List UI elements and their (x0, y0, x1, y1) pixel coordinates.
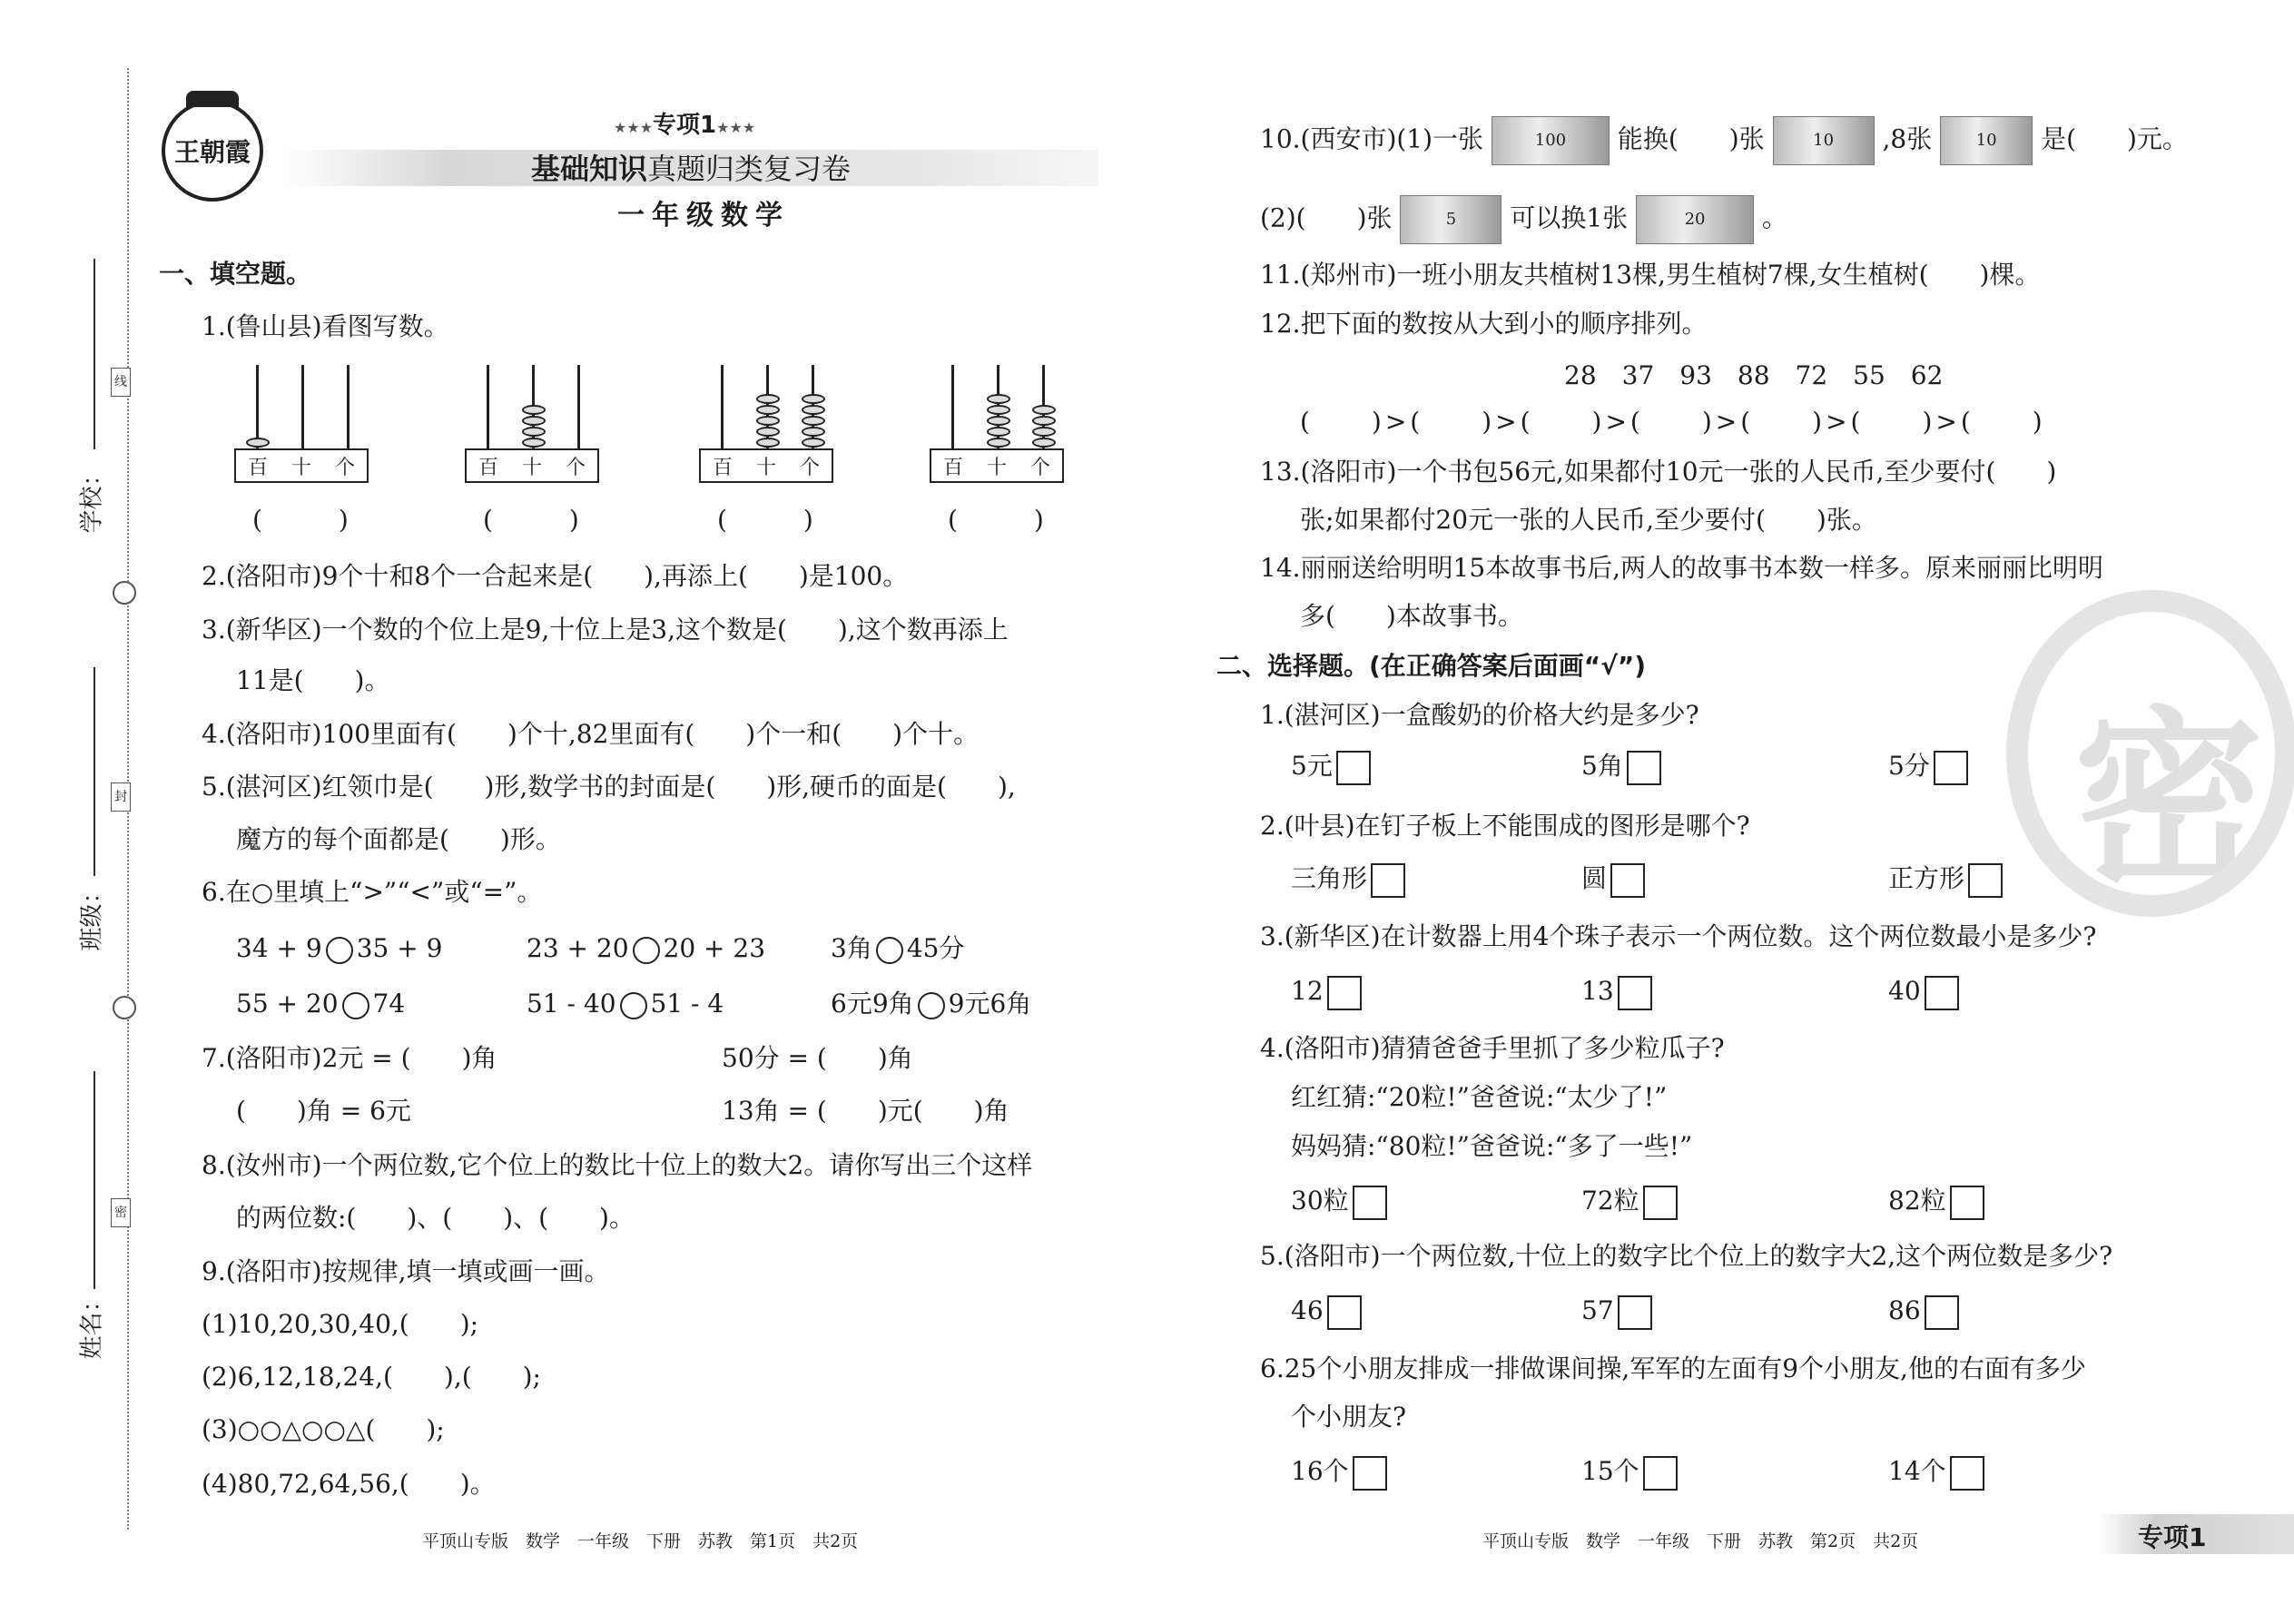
compare-circle[interactable] (633, 937, 660, 964)
option-label: 5角 (1581, 751, 1623, 781)
q12-numbers: 28 37 93 88 72 55 62 (1564, 360, 1944, 390)
answer-checkbox[interactable] (1610, 863, 1645, 898)
c3-option (1581, 975, 1652, 1010)
abacus-place-label: 十 (986, 456, 1007, 479)
abacus-place-label: 个 (1029, 456, 1050, 479)
answer-checkbox[interactable] (1327, 976, 1362, 1010)
c1-option (1291, 750, 1371, 785)
q6-compare-item (236, 988, 405, 1020)
compare-circle[interactable] (326, 937, 353, 964)
seal-feng: 封 (111, 782, 131, 812)
q6-right-expr: 20 + 23 (663, 933, 766, 963)
q6-right-expr: 45分 (906, 933, 965, 963)
option-label: 30粒 (1291, 1186, 1349, 1216)
abacus-rod (487, 365, 489, 448)
compare-circle[interactable] (342, 992, 369, 1019)
section-1-heading: 一、填空题。 (159, 259, 312, 289)
banknote-10-icon: 10 (1940, 116, 2033, 165)
abacus-bead (987, 427, 1010, 437)
q6-left-expr: 3角 (831, 933, 872, 963)
c3-option (1291, 975, 1362, 1010)
q6-left-expr: 23 + 20 (527, 933, 629, 963)
q6-right-expr: 74 (372, 989, 406, 1019)
c2-option (1291, 862, 1405, 898)
option-label: 82粒 (1888, 1186, 1946, 1216)
c5-option (1888, 1294, 1959, 1330)
abacus-rod (301, 365, 304, 448)
c3-question: 3.(新华区)在计数器上用4个珠子表示一个两位数。这个两位数最小是多少? (1260, 921, 2097, 951)
abacus-bead (756, 405, 780, 415)
answer-checkbox[interactable] (1934, 751, 1968, 785)
abacus-rod (256, 365, 259, 448)
q7-b: 50分 = ( )角 (722, 1043, 913, 1073)
banknote-100-icon: 100 (1492, 116, 1610, 165)
footer-right: 平顶山专版 数学 一年级 下册 苏教 第2页 共2页 (1482, 1531, 1919, 1551)
q9-part2: (2)6,12,18,24,( ),( ); (202, 1362, 541, 1392)
c6-option (1291, 1455, 1387, 1491)
q8-text: 8.(汝州市)一个两位数,它个位上的数比十位上的数大2。请你写出三个这样 (202, 1150, 1033, 1180)
abacus-place-label: 十 (521, 456, 542, 479)
q6-compare-item (831, 988, 1031, 1020)
abacus-place-label: 百 (478, 456, 498, 479)
q2-text: 2.(洛阳市)9个十和8个一合起来是( ),再添上( )是100。 (202, 561, 909, 591)
c4-option (1581, 1185, 1678, 1220)
answer-checkbox[interactable] (1950, 1456, 1984, 1491)
q6-compare-item (527, 988, 724, 1020)
q1-answer-blank: ( ) (948, 505, 1044, 535)
q13-text-cont: 张;如果都付20元一张的人民币,至少要付( )张。 (1300, 505, 1877, 535)
abacus-base (234, 448, 369, 483)
abacus-bead (756, 394, 780, 404)
abacus-place-label: 十 (290, 456, 311, 479)
banknote-10-icon: 10 (1773, 116, 1875, 165)
c5-option (1581, 1294, 1652, 1330)
abacus-place-label: 百 (942, 456, 963, 479)
q7-d: 13角 = ( )元( )角 (722, 1096, 1009, 1126)
answer-checkbox[interactable] (1327, 1295, 1362, 1330)
q7-a: 7.(洛阳市)2元 = ( )角 (202, 1043, 497, 1073)
abacus (234, 365, 370, 492)
answer-checkbox[interactable] (1353, 1456, 1387, 1491)
c4-line1: 红红猜:“20粒!”爸爸说:“太少了!” (1291, 1082, 1668, 1112)
abacus-bead (1032, 438, 1056, 448)
answer-checkbox[interactable] (1925, 976, 1959, 1010)
page-title: 基础知识真题归类复习卷 (531, 152, 852, 186)
q6-compare-item (236, 932, 442, 965)
seal-mi: 密 (111, 1198, 131, 1227)
c5-question: 5.(洛阳市)一个两位数,十位上的数字比个位上的数字大2,这个两位数是多少? (1260, 1241, 2113, 1271)
q12-blanks: ( )>( )>( )>( )>( )>( )>( ) (1300, 407, 2046, 437)
c6-option (1888, 1455, 1984, 1491)
abacus-bead (802, 416, 825, 426)
abacus-bead (802, 438, 825, 448)
school-line (94, 259, 95, 449)
abacus-base (465, 448, 599, 483)
abacus-place-label: 百 (712, 456, 733, 479)
answer-checkbox[interactable] (1353, 1186, 1387, 1220)
abacus-bead (1032, 405, 1056, 415)
abacus-bead (987, 405, 1010, 415)
q6-compare-item (527, 932, 765, 965)
q6-right-expr: 51 - 4 (650, 989, 724, 1019)
abacus-bead (522, 405, 546, 415)
abacus-bead (802, 394, 825, 404)
abacus (930, 365, 1066, 492)
abacus-bead (756, 416, 780, 426)
abacus-bead (756, 427, 780, 437)
abacus-bead (246, 438, 270, 448)
option-label: 14个 (1888, 1456, 1946, 1486)
abacus-rod (347, 365, 350, 448)
answer-checkbox[interactable] (1618, 976, 1652, 1010)
q6-left-expr: 6元9角 (831, 989, 914, 1019)
class-line (94, 667, 95, 876)
option-label: 72粒 (1581, 1186, 1639, 1216)
option-label: 40 (1888, 976, 1921, 1006)
abacus-bead (987, 416, 1010, 426)
option-label: 三角形 (1291, 863, 1368, 893)
section-2-heading: 二、选择题。(在正确答案后面画“√”) (1216, 651, 1647, 681)
answer-checkbox[interactable] (1643, 1186, 1678, 1220)
answer-checkbox[interactable] (1950, 1186, 1984, 1220)
answer-checkbox[interactable] (1968, 863, 2003, 898)
q3-text-cont: 11是( )。 (236, 665, 390, 695)
q1-answer-blank: ( ) (483, 505, 579, 535)
binding-knot-icon (113, 581, 136, 605)
watermark-seal: 密 (2006, 590, 2294, 917)
c6-question: 6.25个小朋友排成一排做课间操,军军的左面有9个小朋友,他的右面有多少 (1260, 1353, 2086, 1383)
banknote-5-icon: 5 (1400, 195, 1501, 244)
option-label: 5元 (1291, 751, 1333, 781)
q6-right-expr: 9元6角 (948, 989, 1032, 1019)
option-label: 16个 (1291, 1456, 1349, 1486)
compare-circle[interactable] (876, 937, 903, 964)
q9-part4: (4)80,72,64,56,( )。 (202, 1469, 496, 1499)
option-label: 13 (1581, 976, 1614, 1006)
abacus-bead (756, 438, 780, 448)
footer-left: 平顶山专版 数学 一年级 下册 苏教 第1页 共2页 (422, 1531, 859, 1551)
q8-text-cont: 的两位数:( )、( )、( )。 (236, 1203, 635, 1233)
page-subtitle: 一年级数学 (617, 200, 790, 231)
abacus-rod (721, 365, 724, 448)
c3-option (1888, 975, 1959, 1010)
q10-line2: (2)( )张 5 可以换1张 20 。 (1260, 195, 1787, 244)
option-label: 15个 (1581, 1456, 1639, 1486)
option-label: 正方形 (1888, 863, 1965, 893)
abacus-bead (802, 427, 825, 437)
abacus-bead (1032, 416, 1056, 426)
abacus-place-label: 个 (799, 456, 820, 479)
abacus-base (930, 448, 1064, 483)
abacus-place-label: 个 (565, 456, 586, 479)
c4-line2: 妈妈猜:“80粒!”爸爸说:“多了一些!” (1291, 1131, 1693, 1161)
q6-left-expr: 51 - 40 (527, 989, 616, 1019)
c2-option (1888, 862, 2003, 898)
abacus-bead (1032, 427, 1056, 437)
name-line (94, 1071, 95, 1289)
abacus-bead (522, 427, 546, 437)
c2-option (1581, 862, 1645, 898)
q14-text-cont: 多( )本故事书。 (1300, 601, 1523, 631)
answer-checkbox[interactable] (1627, 751, 1661, 785)
c6-question-cont: 个小朋友? (1291, 1402, 1407, 1432)
seal-xian: 线 (111, 368, 131, 397)
q13-text: 13.(洛阳市)一个书包56元,如果都付10元一张的人民币,至少要付( ) (1260, 457, 2057, 487)
abacus-place-label: 百 (247, 456, 268, 479)
logo-text: 王朝霞 (173, 137, 251, 167)
answer-checkbox[interactable] (1618, 1295, 1652, 1330)
q3-text: 3.(新华区)一个数的个位上是9,十位上是3,这个数是( ),这个数再添上 (202, 615, 1009, 645)
abacus (465, 365, 601, 492)
q4-text: 4.(洛阳市)100里面有( )个十,82里面有( )个一和( )个十。 (202, 719, 980, 749)
abacus-bead (802, 405, 825, 415)
option-label: 46 (1291, 1295, 1324, 1325)
abacus-bead (987, 394, 1010, 404)
c4-option (1888, 1185, 1984, 1220)
option-label: 86 (1888, 1295, 1921, 1325)
q11-text: 11.(郑州市)一班小朋友共植树13棵,男生植树7棵,女生植树( )棵。 (1260, 260, 2041, 290)
compare-circle[interactable] (620, 992, 647, 1019)
q6-left-expr: 34 + 9 (236, 933, 322, 963)
q9-part3: (3)○○△○○△( ); (202, 1414, 445, 1444)
abacus-bead (522, 438, 546, 448)
answer-checkbox[interactable] (1336, 751, 1371, 785)
c6-option (1581, 1455, 1678, 1491)
logo-emblem (162, 100, 263, 202)
c2-question: 2.(叶县)在钉子板上不能围成的图形是哪个? (1260, 811, 1750, 841)
banknote-20-icon: 20 (1636, 195, 1754, 244)
q6-compare-item (831, 932, 964, 965)
name-label: 姓名： (78, 1288, 106, 1360)
answer-checkbox[interactable] (1643, 1456, 1678, 1491)
answer-checkbox[interactable] (1925, 1295, 1959, 1330)
abacus-rod (951, 365, 954, 448)
q14-text: 14.丽丽送给明明15本故事书后,两人的故事书本数一样多。原来丽丽比明明 (1260, 553, 2104, 583)
footer-topic-tab: 专项1 (2097, 1514, 2294, 1554)
q12-text: 12.把下面的数按从大到小的顺序排列。 (1260, 309, 1708, 339)
q6-right-expr: 35 + 9 (356, 933, 443, 963)
c1-option (1888, 750, 1968, 785)
answer-checkbox[interactable] (1371, 863, 1405, 898)
option-label: 圆 (1581, 863, 1608, 893)
q7-c: ( )角 = 6元 (236, 1096, 411, 1126)
q1-answer-blank: ( ) (717, 505, 813, 535)
abacus-place-label: 个 (334, 456, 355, 479)
abacus (699, 365, 835, 492)
option-label: 57 (1581, 1295, 1614, 1325)
crown-icon (186, 91, 239, 107)
class-label: 班级： (78, 880, 106, 951)
q6-left-expr: 55 + 20 (236, 989, 339, 1019)
q1-text: 1.(鲁山县)看图写数。 (202, 311, 449, 341)
q5-text: 5.(湛河区)红领巾是( )形,数学书的封面是( )形,硬币的面是( ), (202, 772, 1016, 802)
q10-line1: 10.(西安市)(1)一张 100 能换( )张 10 ,8张 10 是( )元。 (1260, 116, 2188, 165)
abacus-place-label: 十 (755, 456, 776, 479)
q9-text: 9.(洛阳市)按规律,填一填或画一画。 (202, 1256, 610, 1286)
option-label: 12 (1291, 976, 1324, 1006)
abacus-base (699, 448, 833, 483)
c4-question: 4.(洛阳市)猜猜爸爸手里抓了多少粒瓜子? (1260, 1033, 1725, 1063)
q5-text-cont: 魔方的每个面都是( )形。 (236, 824, 561, 854)
binding-knot-icon (113, 996, 136, 1019)
c1-question: 1.(湛河区)一盒酸奶的价格大约是多少? (1260, 700, 1699, 730)
abacus-bead (987, 438, 1010, 448)
topic-label: ★★★专项1★★★ (614, 112, 756, 139)
school-label: 学校： (78, 462, 106, 534)
abacus-bead (522, 416, 546, 426)
compare-circle[interactable] (918, 992, 945, 1019)
abacus-rod (577, 365, 580, 448)
c1-option (1581, 750, 1661, 785)
c4-option (1291, 1185, 1387, 1220)
option-label: 5分 (1888, 751, 1930, 781)
c5-option (1291, 1294, 1362, 1330)
q6-text: 6.在○里填上“>”“<”或“=”。 (202, 877, 543, 907)
q9-part1: (1)10,20,30,40,( ); (202, 1309, 479, 1339)
q1-answer-blank: ( ) (252, 505, 349, 535)
